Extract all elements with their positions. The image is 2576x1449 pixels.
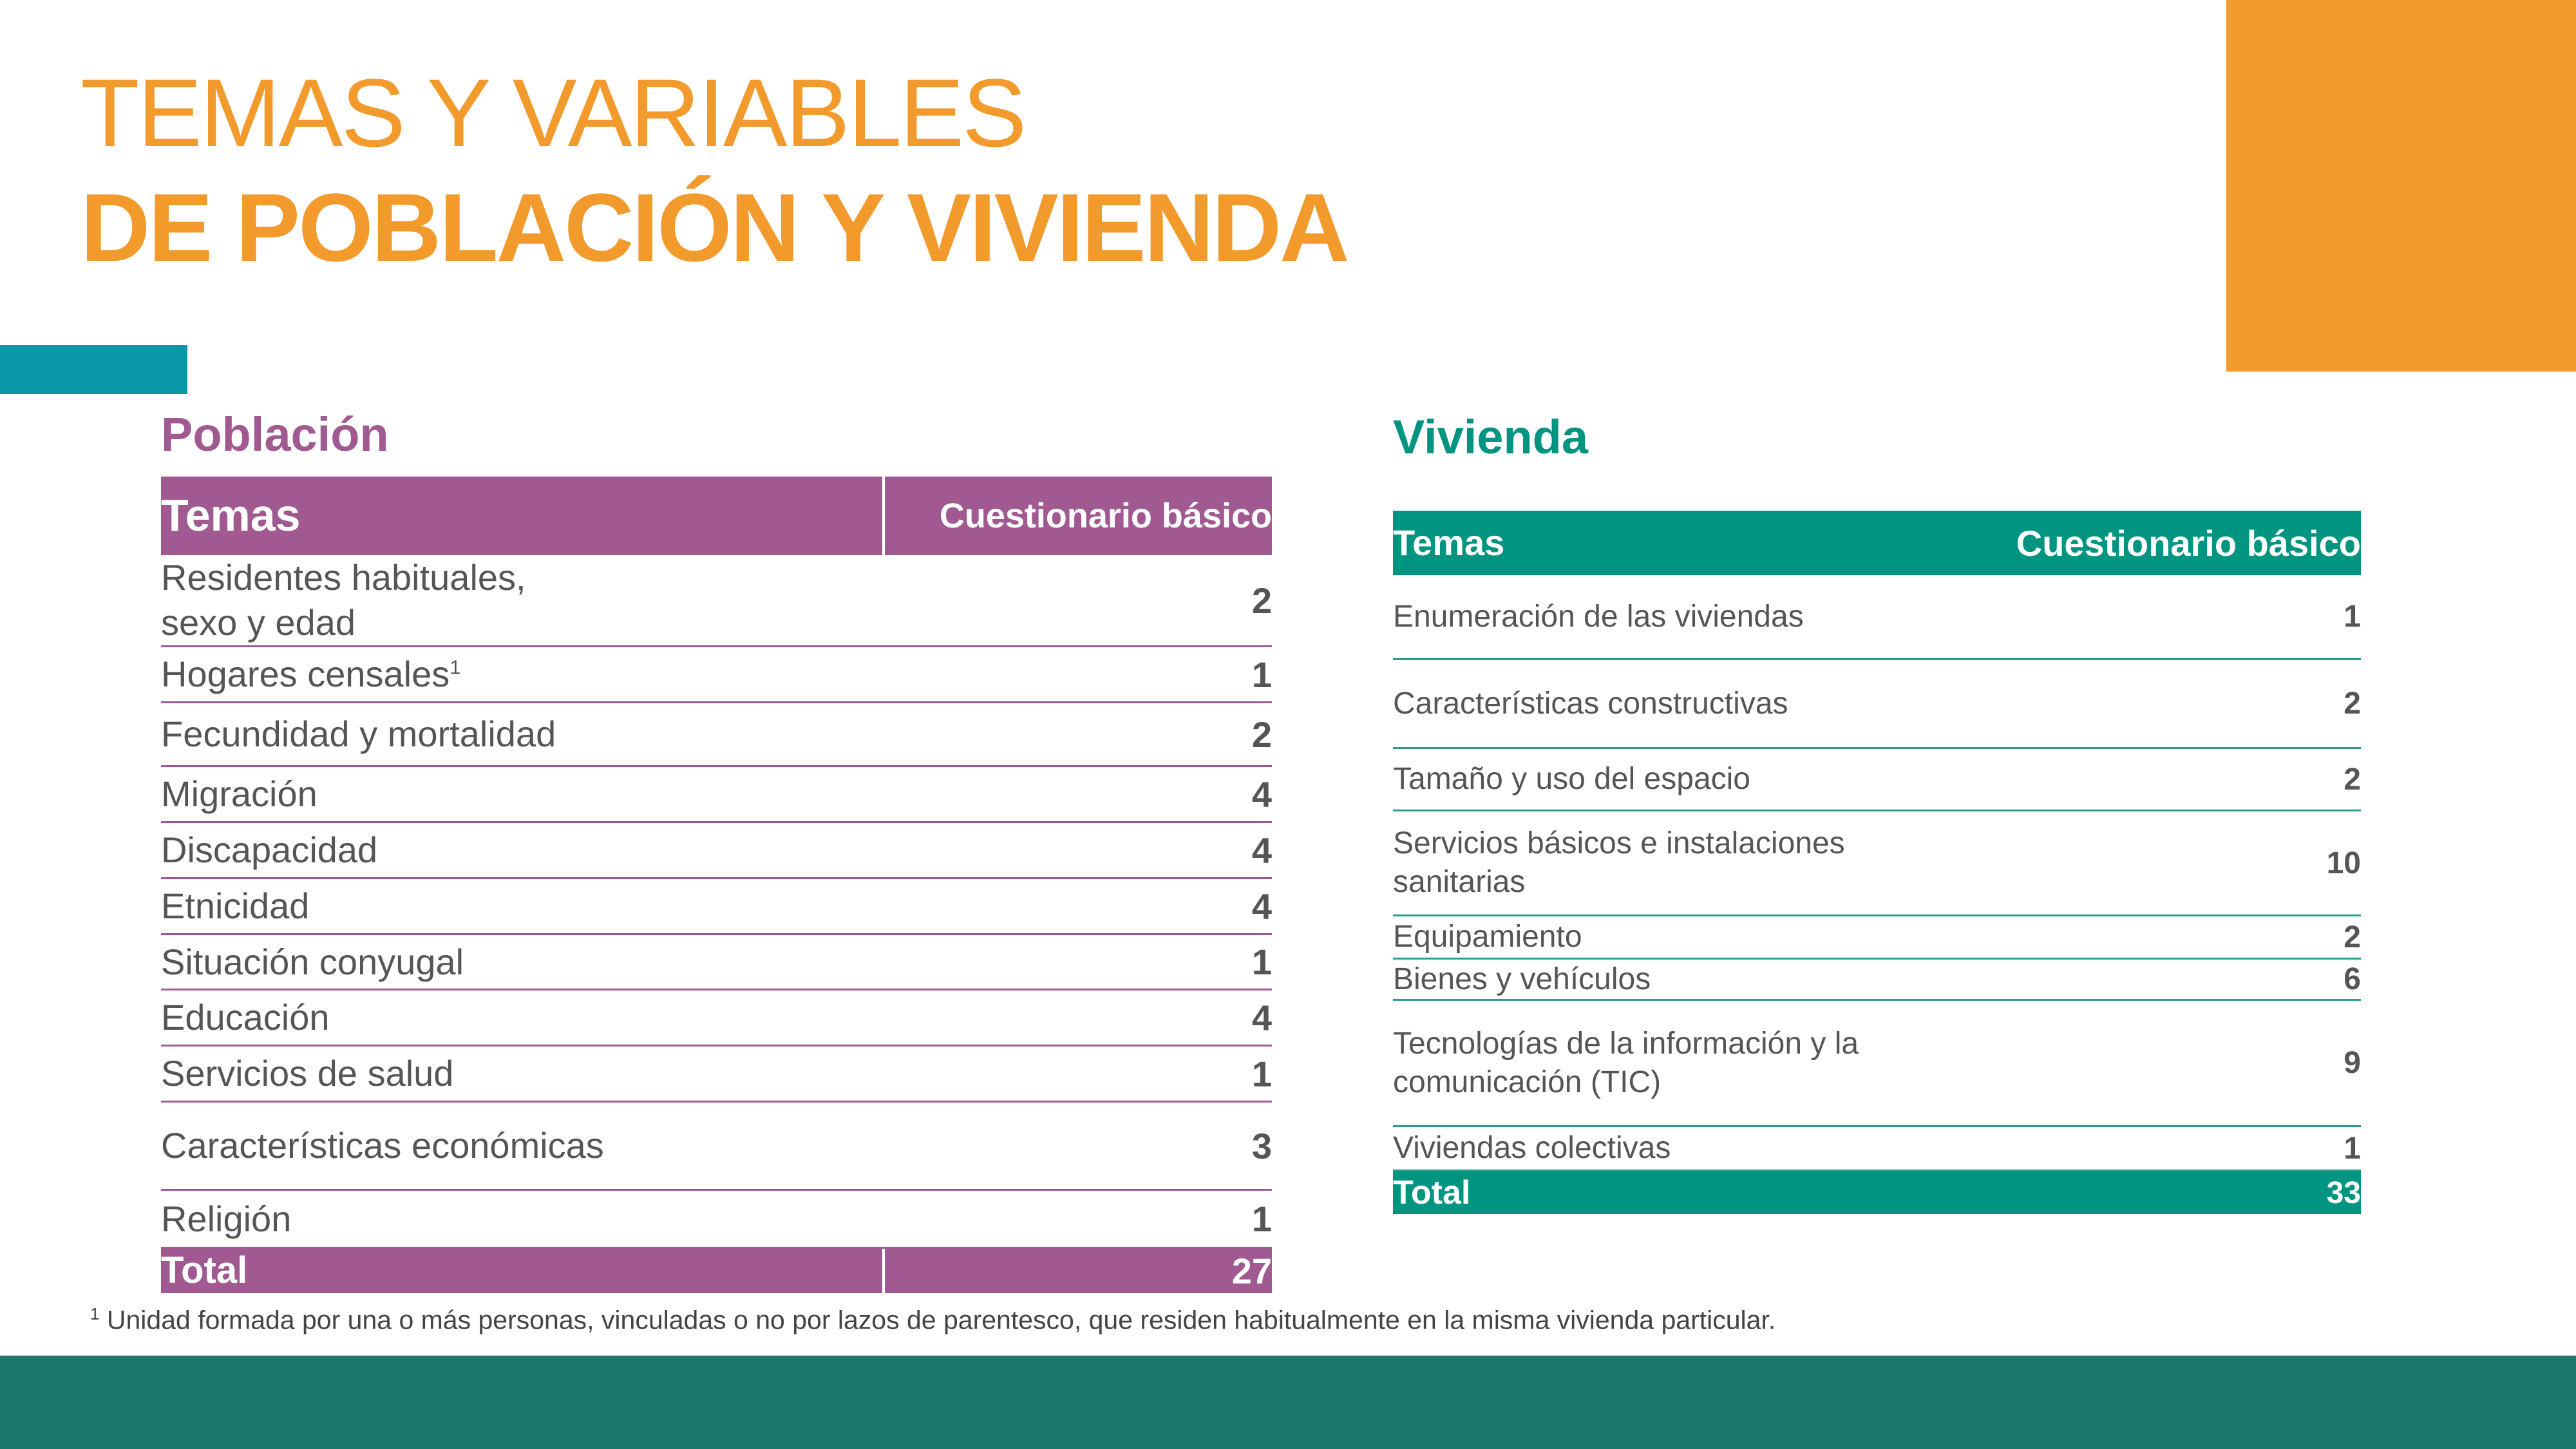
label-text: Tecnologías de la información y la comunicación (TIC)	[1393, 1026, 1859, 1099]
table-row	[1393, 1127, 2361, 1171]
label-text: Total	[161, 1249, 248, 1292]
table-row-label	[1393, 918, 2344, 956]
table-row-value: 2	[2344, 920, 2361, 954]
table-header	[161, 477, 1272, 555]
table-row	[1393, 960, 2361, 1001]
label-text: Características constructivas	[1393, 686, 1788, 721]
label-text: Viviendas colectivas	[1393, 1131, 1671, 1165]
poblacion-heading: Población	[161, 408, 389, 461]
label-text: Etnicidad	[161, 886, 310, 926]
table-header-label	[1393, 520, 2016, 565]
table-row	[1393, 660, 2361, 749]
table-header-label	[161, 488, 940, 544]
table-row-label	[161, 828, 1252, 873]
table-row-label	[1393, 1129, 2344, 1168]
label-text: Fecundidad y mortalidad	[161, 714, 556, 754]
table-row	[161, 1103, 1272, 1191]
table-row-value: 10	[2326, 846, 2361, 880]
table-row-value: 1	[1251, 942, 1272, 982]
label-text: Temas	[161, 490, 301, 541]
orange-decorative-block	[2226, 0, 2576, 372]
table-row-value: 4	[1251, 997, 1272, 1038]
table-row	[161, 823, 1272, 879]
footnote	[90, 1304, 1776, 1336]
label-text: Servicios básicos e instalaciones sanitarias	[1393, 826, 1845, 899]
table-row-value: 2	[2344, 762, 2361, 797]
table-row	[1393, 916, 2361, 960]
table-row	[161, 555, 1272, 647]
table-row-value: 1	[2344, 600, 2361, 634]
table-row	[1393, 749, 2361, 811]
table-row-label	[161, 772, 1252, 817]
table-row	[161, 935, 1272, 990]
table-row	[161, 1191, 1272, 1249]
table-row-value: 9	[2344, 1046, 2361, 1080]
table-row-label	[1393, 960, 2344, 999]
total-row	[1393, 1171, 2361, 1214]
table-row-label	[161, 995, 1252, 1040]
table-row	[161, 1046, 1272, 1103]
label-text: Servicios de salud	[161, 1053, 454, 1094]
table-row-label	[1393, 760, 2344, 799]
label-text: Enumeración de las viviendas	[1393, 599, 1804, 634]
table-row	[1393, 811, 2361, 916]
label-text: Migración	[161, 773, 317, 814]
footnote-text: Unidad formada por una o más personas, vinculadas o no por lazos de parentesco, que residen habitualmente en la misma vivienda particular.	[106, 1305, 1776, 1335]
label-text: Educación	[161, 997, 330, 1037]
table-row	[161, 767, 1272, 823]
table-row-value: 2	[1251, 580, 1272, 621]
page-title-line1: TEMAS Y VARIABLES	[80, 59, 1025, 167]
table-row-value: 1	[1251, 1053, 1272, 1094]
table-row-label	[161, 940, 1252, 985]
label-text: Bienes y vehículos	[1393, 961, 1651, 996]
table-row-label	[1393, 824, 2327, 902]
teal-accent-bar	[0, 345, 187, 394]
table-row-value: 2	[2344, 687, 2361, 721]
label-text: Características económicas	[161, 1125, 604, 1166]
table-row-value: 4	[1251, 773, 1272, 815]
table-header-value: Cuestionario básico	[2016, 522, 2361, 564]
table-row-label	[1393, 685, 2344, 723]
total-row-label	[1393, 1172, 2327, 1214]
table-row-value: 4	[1251, 886, 1272, 927]
total-row-value: 27	[1231, 1251, 1272, 1291]
table-row-label	[161, 652, 1252, 697]
vivienda-heading: Vivienda	[1393, 410, 1589, 464]
bottom-band	[0, 1356, 2576, 1449]
label-text: Religión	[161, 1198, 292, 1239]
label-text: Tamaño y uso del espacio	[1393, 762, 1750, 796]
label-text: Residentes habituales, sexo y edad	[161, 557, 526, 643]
total-row	[161, 1249, 1272, 1293]
table-row	[161, 879, 1272, 935]
superscript-note: 1	[450, 656, 461, 679]
table-header	[1393, 511, 2361, 575]
table-row-label	[161, 712, 1252, 757]
table-row	[161, 647, 1272, 703]
total-row-label	[161, 1247, 1232, 1294]
table-row-value: 6	[2344, 962, 2361, 996]
label-text: Temas	[1393, 522, 1505, 563]
table-row-label	[161, 555, 1252, 645]
vivienda-table	[1393, 511, 2361, 1214]
poblacion-table	[161, 477, 1272, 1293]
table-row-value: 3	[1251, 1125, 1272, 1166]
label-text: Situación conyugal	[161, 941, 464, 982]
table-row-value: 2	[1251, 714, 1272, 755]
table-row	[161, 990, 1272, 1046]
table-row-value: 4	[1251, 829, 1272, 871]
table-row	[161, 703, 1272, 767]
table-header-value: Cuestionario básico	[939, 497, 1272, 535]
label-text: Discapacidad	[161, 829, 378, 870]
table-row-label	[161, 1123, 1252, 1168]
table-row-label	[1393, 598, 2344, 636]
table-row	[1393, 1001, 2361, 1127]
table-row-label	[161, 1197, 1252, 1242]
table-row-value: 1	[2344, 1131, 2361, 1166]
table-row	[1393, 575, 2361, 660]
table-row-label	[161, 1051, 1252, 1096]
table-row-value: 1	[1251, 1198, 1272, 1239]
table-row-label	[1393, 1025, 2344, 1102]
table-row-value: 1	[1251, 654, 1272, 695]
footnote-mark: 1	[90, 1304, 100, 1323]
label-text: Total	[1393, 1173, 1471, 1211]
total-row-value: 33	[2326, 1175, 2361, 1210]
label-text: Equipamiento	[1393, 920, 1582, 954]
label-text: Hogares censales	[161, 654, 450, 694]
table-row-label	[161, 884, 1252, 929]
page-title-line2: DE POBLACIÓN Y VIVIENDA	[80, 173, 1348, 281]
